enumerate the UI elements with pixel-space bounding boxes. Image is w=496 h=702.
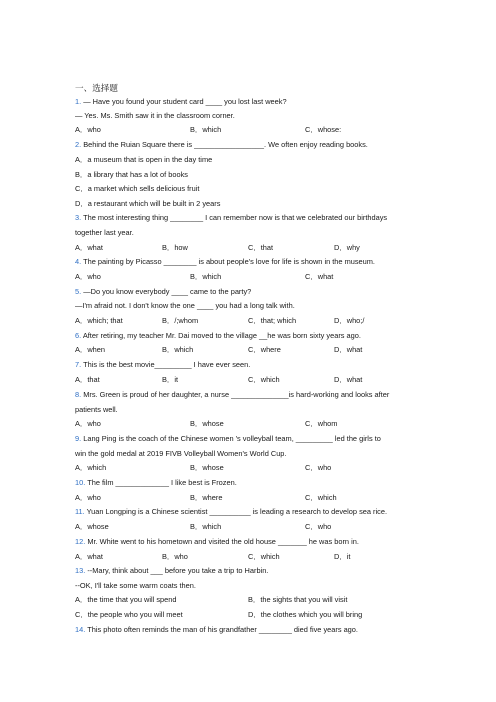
option-b[interactable]: B．the sights that you will visit [248, 595, 348, 604]
question-14 [75, 625, 358, 635]
question-11 [75, 507, 387, 517]
question-3-continued: together last year. [75, 228, 134, 237]
question-13-dialog: --OK, I'll take some warm coats then. [75, 581, 196, 590]
option-b[interactable]: B．a library that has a lot of books [75, 170, 188, 179]
option-a[interactable]: A．whose [75, 522, 109, 531]
option-b[interactable]: B．who [162, 552, 188, 561]
question-number: 13. [75, 566, 86, 575]
question-number: 7. [75, 360, 82, 369]
option-a[interactable]: A．a museum that is open in the day time [75, 155, 213, 164]
option-c[interactable]: C．which [248, 552, 280, 561]
question-stem: This photo often reminds the man of his grandfather ________ died five years ago. [85, 625, 358, 634]
option-c[interactable]: C．what [305, 272, 334, 281]
option-d[interactable]: D．why [334, 243, 360, 252]
question-stem: --Mary, think about ___ before you take a trip to Harbin. [85, 566, 269, 575]
option-b[interactable]: B．which [190, 272, 222, 281]
option-b[interactable]: B．which [190, 522, 222, 531]
option-a[interactable]: A．which [75, 463, 107, 472]
question-stem: After retiring, my teacher Mr. Dai moved to the village __he was born sixty years ago. [81, 331, 361, 340]
question-stem: —Do you know everybody ____ came to the party? [81, 287, 252, 296]
option-c[interactable]: C．that [248, 243, 274, 252]
option-d[interactable]: D．the clothes which you will bring [248, 610, 363, 619]
option-c[interactable]: C．which [305, 493, 337, 502]
option-c[interactable]: C．which [248, 375, 280, 384]
question-8 [75, 390, 389, 400]
option-c[interactable]: C．where [248, 345, 281, 354]
question-stem: This is the best movie_________ I have ever seen. [81, 360, 251, 369]
option-a[interactable]: A．the time that you will spend [75, 595, 177, 604]
question-number: 12. [75, 537, 86, 546]
question-number: 5. [75, 287, 82, 296]
question-9-continued: win the gold medal at 2019 FIVB Volleyball Women's World Cup. [75, 449, 287, 458]
question-number: 1. [75, 97, 82, 106]
option-a[interactable]: A．who [75, 272, 101, 281]
question-stem: Yuan Longping is a Chinese scientist __________ is leading a research to develop sea rice. [84, 507, 387, 516]
option-c[interactable]: C．a market which sells delicious fruit [75, 184, 200, 193]
option-c[interactable]: C．who [305, 463, 332, 472]
option-c[interactable]: C．whom [305, 419, 338, 428]
option-b[interactable]: B．/;whom [162, 316, 199, 325]
question-stem: The most interesting thing ________ I can remember now is that we celebrated our birthdays [81, 213, 388, 222]
question-stem: Mr. White went to his hometown and visited the old house _______ he was born in. [85, 537, 359, 546]
question-number: 4. [75, 257, 82, 266]
option-b[interactable]: B．it [162, 375, 179, 384]
question-13 [75, 566, 268, 576]
question-2 [75, 140, 368, 150]
option-c[interactable]: C．the people who you will meet [75, 610, 183, 619]
question-9 [75, 434, 381, 444]
question-10 [75, 478, 237, 488]
question-number: 6. [75, 331, 82, 340]
option-a[interactable]: A．what [75, 243, 103, 252]
option-a[interactable]: A．what [75, 552, 103, 561]
option-a[interactable]: A．when [75, 345, 105, 354]
question-number: 9. [75, 434, 82, 443]
question-stem: — Have you found your student card ____ you lost last week? [81, 97, 287, 106]
question-stem: Mrs. Green is proud of her daughter, a nurse ______________is hard-working and looks after [81, 390, 390, 399]
option-d[interactable]: D．what [334, 375, 363, 384]
question-stem: The painting by Picasso ________ is about people's love for life is shown in the museum. [81, 257, 375, 266]
option-b[interactable]: B．whose [190, 419, 224, 428]
option-a[interactable]: A．that [75, 375, 100, 384]
option-d[interactable]: D．a restaurant which will be built in 2 years [75, 199, 221, 208]
option-b[interactable]: B．whose [190, 463, 224, 472]
question-7 [75, 360, 250, 370]
option-a[interactable]: A．which; that [75, 316, 123, 325]
question-number: 10. [75, 478, 86, 487]
option-b[interactable]: B．which [162, 345, 194, 354]
question-number: 11. [75, 507, 85, 516]
option-b[interactable]: B．which [190, 125, 222, 134]
question-number: 3. [75, 213, 82, 222]
question-stem: The film _____________ I like best is Frozen. [85, 478, 237, 487]
question-4 [75, 257, 375, 267]
question-5-dialog: —I'm afraid not. I don't know the one ____ you had a long talk with. [75, 301, 295, 310]
question-number: 2. [75, 140, 82, 149]
question-1-dialog: — Yes. Ms. Smith saw it in the classroom corner. [75, 111, 235, 120]
question-3 [75, 213, 387, 223]
option-b[interactable]: B．where [190, 493, 223, 502]
option-d[interactable]: D．who;/ [334, 316, 365, 325]
question-1 [75, 97, 287, 107]
option-a[interactable]: A．who [75, 419, 101, 428]
question-number: 14. [75, 625, 86, 634]
option-c[interactable]: C．who [305, 522, 332, 531]
option-d[interactable]: D．what [334, 345, 363, 354]
question-stem: Lang Ping is the coach of the Chinese women 's volleyball team, _________ led the girls to [81, 434, 381, 443]
question-12 [75, 537, 359, 547]
question-6 [75, 331, 361, 341]
option-b[interactable]: B．how [162, 243, 188, 252]
section-title: 一、选择题 [75, 83, 118, 93]
question-8-continued: patients well. [75, 405, 118, 414]
option-c[interactable]: C．whose: [305, 125, 342, 134]
option-c[interactable]: C．that; which [248, 316, 297, 325]
question-stem: Behind the Ruian Square there is _________________. We often enjoy reading books. [81, 140, 368, 149]
question-5 [75, 287, 251, 297]
option-d[interactable]: D．it [334, 552, 351, 561]
option-a[interactable]: A．who [75, 493, 101, 502]
option-a[interactable]: A．who [75, 125, 101, 134]
question-number: 8. [75, 390, 82, 399]
